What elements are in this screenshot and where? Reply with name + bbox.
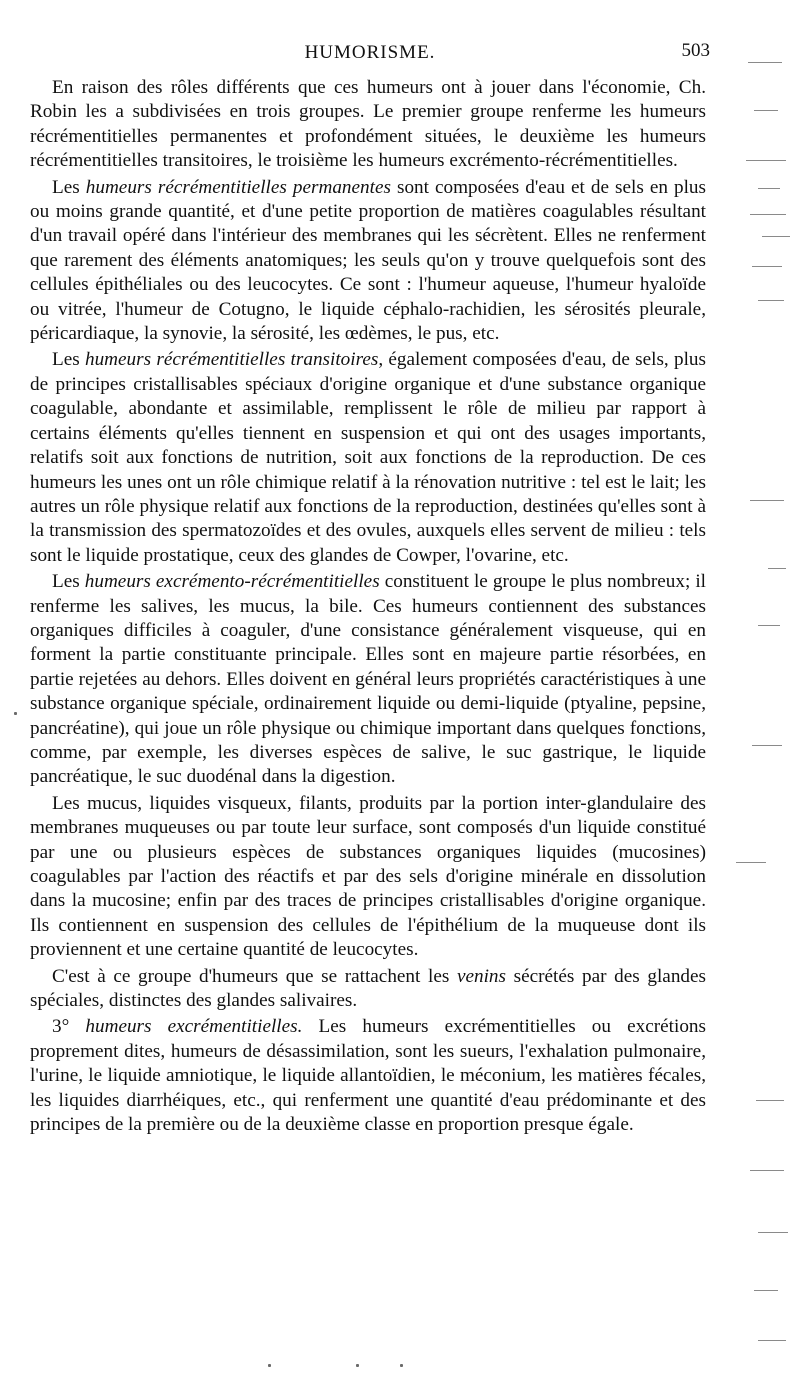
paragraph — [30, 570, 706, 790]
scan-mark — [756, 1100, 784, 1101]
scan-dot — [14, 712, 17, 715]
scan-mark — [758, 188, 780, 189]
scan-mark — [762, 236, 790, 237]
paragraph — [30, 76, 706, 174]
paragraph — [30, 965, 706, 1014]
scan-mark — [750, 214, 786, 215]
scan-mark — [752, 745, 782, 746]
scan-dot — [400, 1364, 403, 1367]
scan-mark — [736, 862, 766, 863]
paragraph — [30, 348, 706, 568]
scan-mark — [754, 110, 778, 111]
italic-term: humeurs récrémentitielles permanentes — [85, 176, 391, 198]
bottom-scan-marks — [260, 1362, 420, 1368]
text-run: Les mucus, liquides visqueux, filants, produits par la portion inter-glandulaire des membranes muqueuses ou par toute leur surface, sont composés d'un liquide constitué par une ou plusieurs espèces de substances organiques liquides (mucosines) coagulables par l'action des réactifs et par des sels d'origine minérale en dissolution dans la mucosine; enfin par des traces de principes cristallisables d'origine organique. Ils contiennent en suspension des cellules de l'épithélium de la muqueuse dont ils proviennent et une certaine quantité de leucocytes. — [30, 792, 706, 961]
italic-term: humeurs récrémentitielles transitoires — [84, 349, 379, 371]
text-run: sont composées d'eau et de sels en plus ou moins grande quantité, et d'une petite proportion de matières coagulables résultant d'un travail opéré dans l'intérieur des membranes qui les sécrètent. Elles ne renferment que rarement des éléments anatomiques; les seuls qu'on y trouve quelquefois sont des cellules épithéliales ou des leucocytes. Ce sont : l'humeur aqueuse, l'humeur hyaloïde ou vitrée, l'humeur de Cotugno, le liquide céphalo-rachidien, les sérosités pleurale, péricardiaque, la synovie, la sérosité, les œdèmes, le pus, etc. — [30, 176, 706, 345]
scan-dot — [356, 1364, 359, 1367]
text-run: constituent le groupe le plus nombreux; il renferme les salives, les mucus, la bile. Ces humeurs contiennent des substances organiques difficiles à coaguler, d'une consistance généralement visqueuse, qui en forment la partie constituante principale. Elles sont en majeure partie résorbées, en partie rejetées au dehors. Elles doivent en général leurs propriétés caractéristiques à une substance organique spéciale, ordinairement liquide ou demi-liquide (ptyaline, pepsine, pancréatine), qui joue un rôle physique ou chimique important dans quelques fonctions, comme, par exemple, les diverses espèces de salive, le suc gastrique, le liquide pancréatique, le suc duodénal dans la digestion. — [30, 571, 706, 788]
scan-mark — [752, 266, 782, 267]
italic-term: humeurs excrémento-récrémentitielles — [84, 571, 380, 593]
body-text — [30, 76, 706, 1137]
text-run: Les — [52, 349, 85, 371]
italic-term: humeurs excrémentitielles. — [85, 1016, 303, 1038]
scan-mark — [758, 1232, 788, 1233]
paragraph — [30, 1015, 706, 1137]
margin-scan-marks — [728, 0, 800, 1398]
text-run: Les — [52, 176, 86, 198]
scan-mark — [750, 1170, 784, 1171]
scan-dot — [268, 1364, 271, 1367]
running-title: HUMORISME. — [304, 42, 436, 63]
scan-mark — [750, 500, 784, 501]
page-number: 503 — [681, 40, 710, 61]
text-run: Les — [52, 571, 85, 593]
paragraph — [30, 176, 706, 347]
scan-mark — [758, 625, 780, 626]
text-run: 3° — [52, 1016, 86, 1038]
text-run: , également composées d'eau, de sels, plus de principes cristallisables spéciaux d'origine organique et d'une substance organique coagulable, abondante et assimilable, remplissent le rôle de milieu par rapport à certains éléments qu'elles tiennent en suspension et qui ont des usages importants, relatifs soit aux fonctions de nutrition, soit aux fonctions de la reproduction. De ces humeurs les unes ont un rôle chimique relatif à la rénovation nutritive : tel est le lait; les autres un rôle physique relatif aux fonctions de la reproduction, destinées qu'elles sont à la transmission des spermatozoïdes et des ovules, auxquels elles servent de milieu : tels sont le liquide prostatique, ceux des glandes de Cowper, l'ovarine, etc. — [30, 349, 706, 566]
scan-mark — [746, 160, 786, 161]
text-run: C'est à ce groupe d'humeurs que se rattachent les — [52, 965, 457, 987]
scan-mark — [748, 62, 782, 63]
scan-mark — [758, 1340, 786, 1341]
scan-mark — [754, 1290, 778, 1291]
scan-mark — [758, 300, 784, 301]
text-run: Les humeurs excrémentitielles ou excrétions proprement dites, humeurs de désassimilation, sont les sueurs, l'exhalation pulmonaire, l'urine, le liquide amniotique, le liquide allantoïdien, le méconium, les matières fécales, les liquides diarrhéiques, etc., qui renferment une quantité d'eau prédominante et des principes de la première ou de la deuxième classe en proportion presque égale. — [30, 1016, 706, 1136]
text-run: En raison des rôles différents que ces humeurs ont à jouer dans l'économie, Ch. Robin les a subdivisées en trois groupes. Le premier groupe renferme les humeurs récrémentitielles permanentes et profondément situées, le deuxième les humeurs récrémentitielles transitoires, le troisième les humeurs excrémento-récrémentitielles. — [30, 77, 706, 172]
paragraph — [30, 792, 706, 963]
text-run: sécrétés par des glandes spéciales, distinctes des glandes salivaires. — [30, 965, 706, 1012]
page-header — [30, 40, 710, 68]
scan-mark — [768, 568, 786, 569]
italic-term: venins — [456, 965, 506, 987]
